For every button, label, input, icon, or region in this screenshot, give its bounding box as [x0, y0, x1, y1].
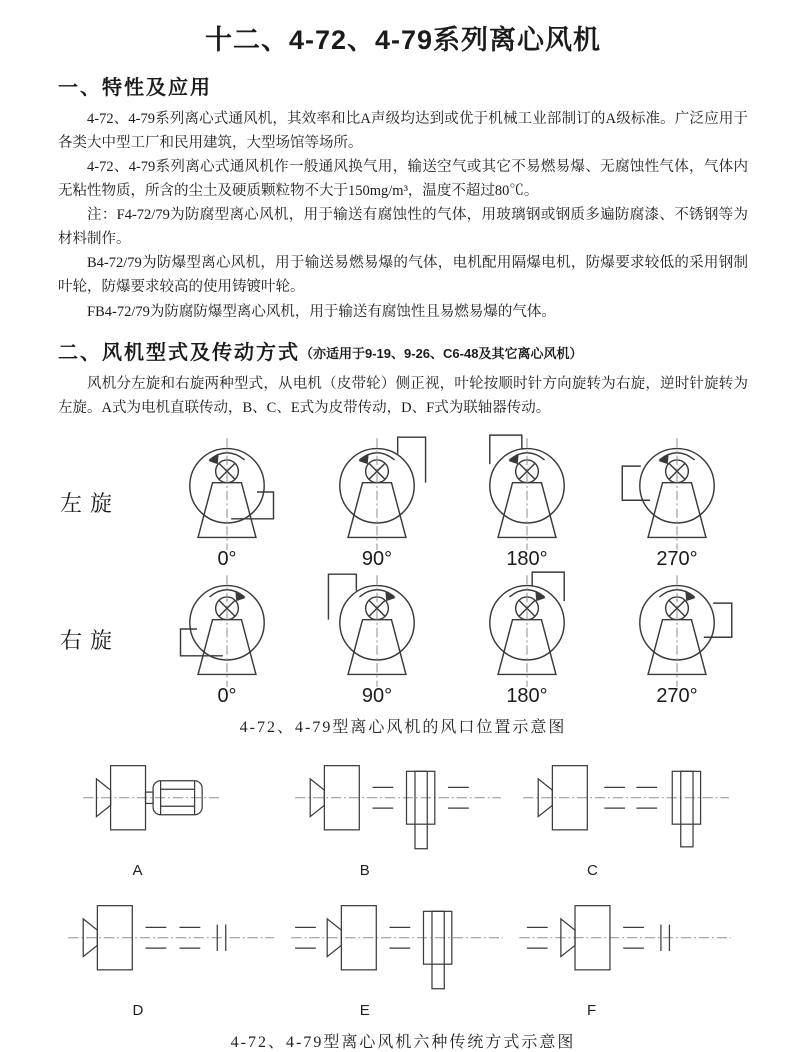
fan-orientation-cw-180 — [452, 571, 602, 708]
angle-label: 270° — [656, 684, 698, 707]
fan-orientation-ccw-180 — [452, 434, 602, 571]
transmission-diagram-caption: 4-72、4-79型离心风机六种传统方式示意图 — [230, 1033, 576, 1051]
pulley-icon — [672, 771, 700, 847]
transmission-drawing — [62, 883, 280, 1001]
fan-cells — [152, 434, 752, 571]
transmission-drawing — [289, 743, 507, 861]
transmission-type-label: B — [359, 861, 370, 879]
outlet-duct — [398, 437, 426, 482]
fan-volute-drawing — [615, 434, 739, 552]
transmission-type-D — [62, 883, 289, 1023]
transmission-type-E — [289, 883, 516, 1023]
fan-volute-drawing — [165, 571, 289, 689]
section2-heading — [58, 336, 748, 365]
fan-orientation-ccw-90 — [302, 434, 452, 571]
transmission-type-label: D — [132, 1001, 144, 1019]
fan-volute-drawing — [615, 571, 739, 689]
rotation-position-diagram — [58, 434, 748, 708]
transmission-drawing — [517, 883, 735, 1001]
fan-volute-drawing — [165, 434, 289, 552]
rotation-row-cw — [58, 571, 748, 708]
page-title: 十二、4-72、4-79系列离心风机 — [204, 25, 602, 55]
transmission-type-A — [62, 743, 289, 883]
pulley-icon — [407, 771, 435, 848]
body-paragraph: FB4-72/79为防腐防爆型离心风机，用于输送有腐蚀性且易燃易爆的气体。 — [87, 303, 556, 320]
angle-label: 180° — [506, 547, 548, 570]
body-paragraph: 风机分左旋和右旋两种型式，从电机（皮带轮）侧正视，叶轮按顺时针方向旋转为右旋，逆时针旋转为左旋。A式为电机直联传动，B、C、E式为皮带传动，D、F式为联轴器传动。 — [58, 375, 748, 416]
section1-heading-text: 一、特性及应用 — [58, 77, 212, 99]
rotation-diagram-caption: 4-72、4-79型离心风机的风口位置示意图 — [239, 718, 567, 736]
fan-volute-drawing — [465, 434, 589, 552]
section2-heading-note: （亦适用于9-19、9-26、C6-48及其它离心风机） — [300, 345, 583, 361]
angle-label: 90° — [361, 547, 393, 570]
rotation-direction-label: 右旋 — [60, 627, 121, 653]
outlet-duct — [704, 603, 732, 637]
body-paragraph: B4-72/79为防爆型离心风机，用于输送易燃易爆的气体，电机配用隔爆电机，防爆要求较低的采用钢制叶轮，防爆要求较高的使用铸镀叶轮。 — [58, 255, 748, 296]
fan-orientation-cw-0 — [152, 571, 302, 708]
fan-orientation-ccw-270 — [602, 434, 752, 571]
fan-volute-drawing — [315, 571, 439, 689]
fan-orientation-cw-270 — [602, 571, 752, 708]
angle-label: 270° — [656, 547, 698, 570]
transmission-drawing — [289, 883, 507, 1001]
angle-label: 180° — [506, 684, 548, 707]
outlet-duct — [231, 492, 273, 519]
rotation-row-ccw — [58, 434, 748, 571]
fan-volute-drawing — [315, 434, 439, 552]
section1-heading — [58, 71, 748, 100]
transmission-type-label: A — [132, 861, 143, 879]
angle-label: 0° — [217, 684, 237, 707]
body-paragraph: 4-72、4-79系列离心式通风机，其效率和比A声级均达到或优于机械工业部制订的A级标准。广泛应用于各类大中型工厂和民用建筑，大型场馆等场所。 — [58, 111, 748, 152]
transmission-diagram — [58, 743, 748, 1023]
pulley-icon — [424, 911, 452, 988]
fan-cells — [152, 571, 752, 708]
outlet-duct — [622, 466, 650, 500]
transmission-type-F — [517, 883, 744, 1023]
outlet-duct — [328, 574, 356, 619]
section2-heading-text: 二、风机型式及传动方式 — [58, 341, 300, 364]
transmission-type-C — [517, 743, 744, 883]
transmission-type-label: F — [587, 1001, 597, 1019]
transmission-type-label: E — [359, 1001, 370, 1019]
fan-orientation-ccw-0 — [152, 434, 302, 571]
angle-label: 0° — [217, 547, 237, 570]
rotation-direction-label: 左旋 — [60, 490, 121, 516]
transmission-type-B — [289, 743, 516, 883]
transmission-type-label: C — [587, 861, 598, 879]
body-paragraph: 注：F4-72/79为防腐型离心风机，用于输送有腐蚀性的气体，用玻璃钢或钢质多遍防腐漆、不锈钢等为材料制作。 — [58, 207, 748, 248]
fan-volute-drawing — [465, 571, 589, 689]
fan-orientation-cw-90 — [302, 571, 452, 708]
transmission-drawing — [62, 743, 280, 861]
section-types-transmission — [58, 336, 748, 420]
section-features — [58, 71, 748, 324]
angle-label: 90° — [361, 684, 393, 707]
transmission-drawing — [517, 743, 735, 861]
body-paragraph: 4-72、4-79系列离心式通风机作一般通风换气用，输送空气或其它不易燃易爆、无腐蚀性气体，气体内无粘性物质，所含的尘土及硬质颗粒物不大于150mg/m³，温度不超过80℃。 — [58, 159, 748, 200]
outlet-duct — [181, 629, 223, 656]
